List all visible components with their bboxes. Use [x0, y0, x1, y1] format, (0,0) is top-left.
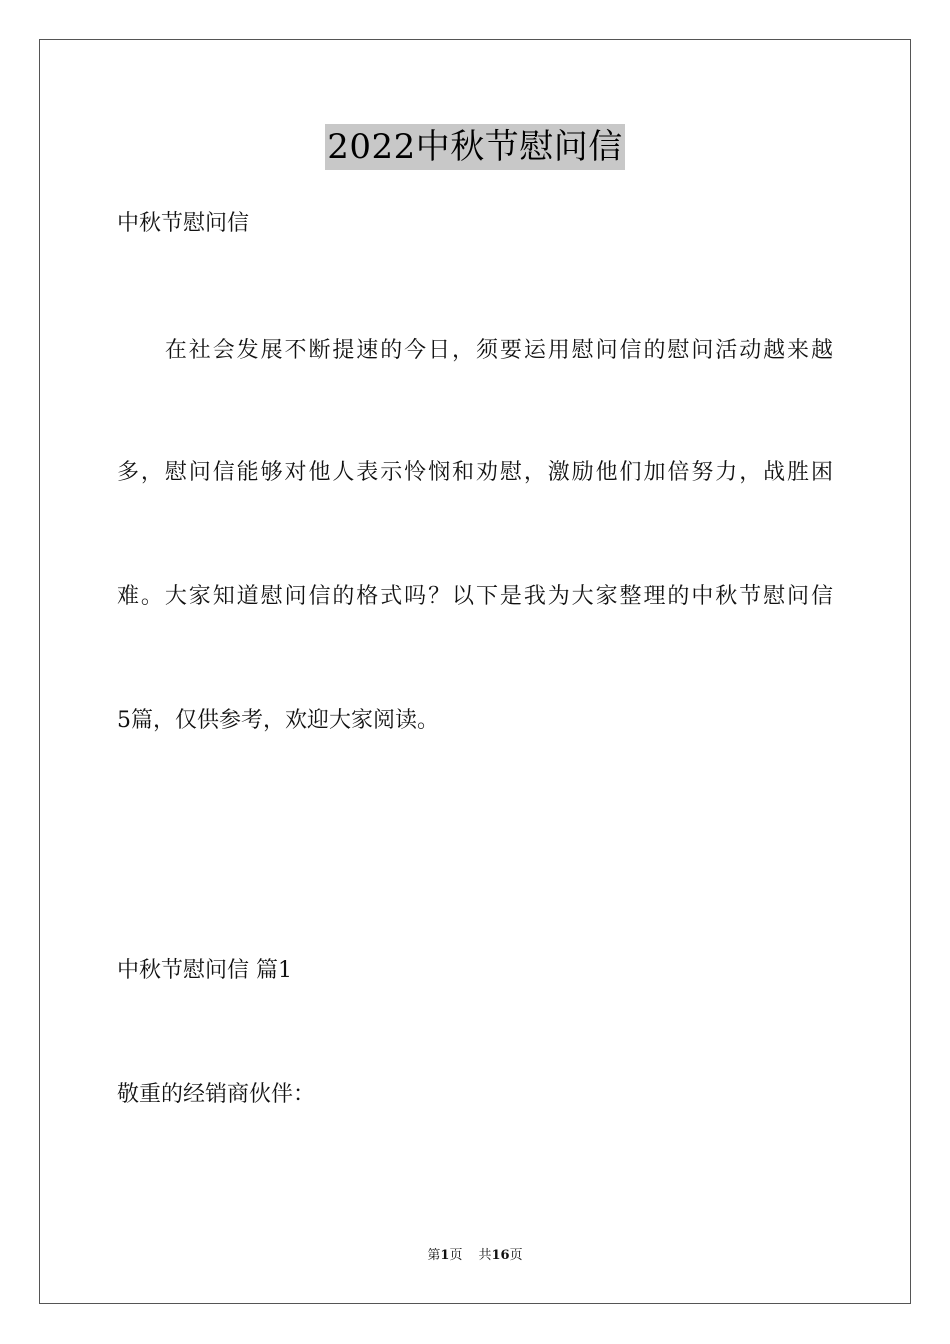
- footer-total-prefix: 共: [478, 1248, 492, 1263]
- document-title: 2022中秋节慰问信: [325, 124, 625, 170]
- intro-line-4: 5篇，仅供参考，欢迎大家阅读。: [117, 708, 439, 733]
- intro-line-2: 多，慰问信能够对他人表示怜悯和劝慰，激励他们加倍努力，战胜困: [117, 460, 833, 485]
- footer-page-suffix: 页: [449, 1248, 463, 1263]
- section-heading: 中秋节慰问信 篇1: [117, 958, 292, 983]
- document-subtitle: 中秋节慰问信: [117, 211, 250, 236]
- page-footer: [0, 1247, 950, 1265]
- footer-total-suffix: 页: [509, 1248, 523, 1263]
- intro-line-1: 在社会发展不断提速的今日，须要运用慰问信的慰问活动越来越: [117, 338, 833, 363]
- title-container: [0, 124, 950, 170]
- footer-page-number: 1: [440, 1248, 450, 1263]
- footer-total-pages: 16: [491, 1248, 510, 1263]
- intro-line-3: 难。大家知道慰问信的格式吗？以下是我为大家整理的中秋节慰问信: [117, 584, 833, 609]
- salutation: 敬重的经销商伙伴：: [117, 1082, 316, 1107]
- footer-page-prefix: 第: [427, 1248, 441, 1263]
